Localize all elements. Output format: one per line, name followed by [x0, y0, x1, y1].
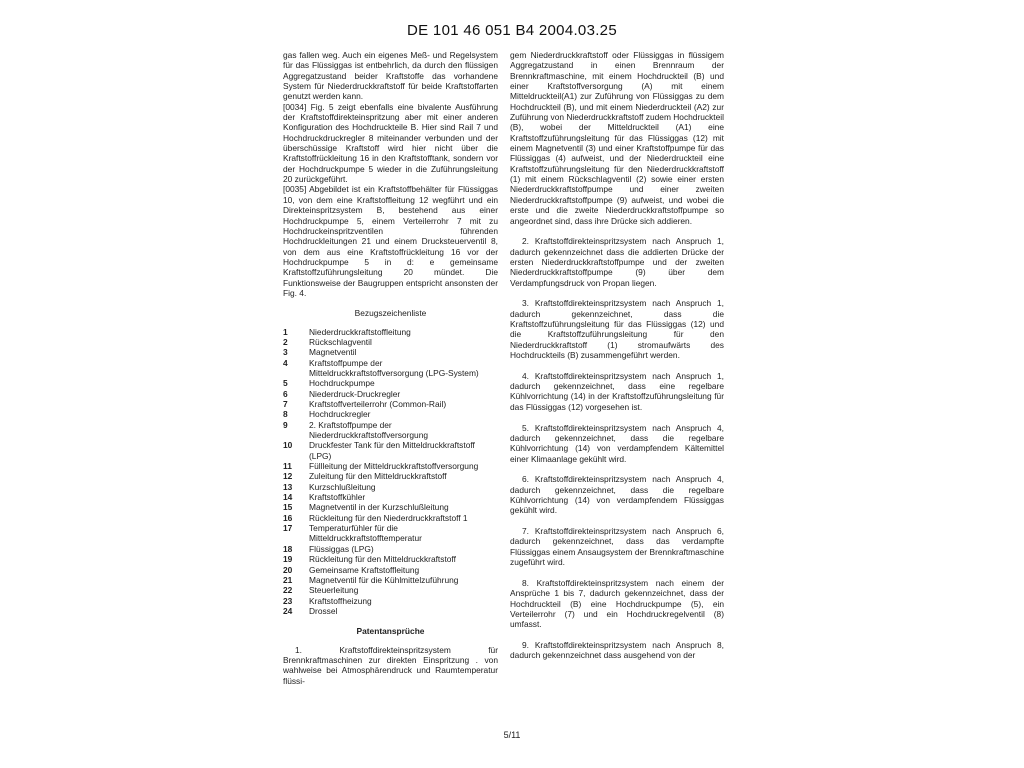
- reference-item: 17 Temperaturfühler für die Mitteldruckkraftstofftemperatur: [283, 523, 422, 544]
- claim-8: 8. Kraftstoffdirekteinspritzsystem nach einem der Ansprüche 1 bis 7, dadurch gekennzeichnet, dass der Hochdruckteil (B) eine Hochdruckpumpe (5), ein Verteilerrohr (7) und ein Hochdruckregelventil (8) umfasst.: [510, 577, 724, 630]
- reference-item: 23 Kraftstoffheizung: [283, 595, 372, 606]
- reference-item: 21 Magnetventil für die Kühlmittelzuführung: [283, 574, 459, 585]
- reference-item: 2 Rückschlagventil: [283, 336, 372, 347]
- reference-item: 14 Kraftstoffkühler: [283, 492, 366, 503]
- claim-6: 6. Kraftstoffdirekteinspritzsystem nach Anspruch 4, dadurch gekennzeichnet, dass die regelbare Kühlvorrichtung (14) von verdampfendem Flüssiggas gekühlt wird.: [510, 474, 724, 516]
- reference-item: 13 Kurzschlußleitung: [283, 481, 376, 492]
- reference-list: [283, 327, 498, 617]
- paragraph: gas fallen weg. Auch ein eigenes Meß- und Regelsystem für das Flüssiggas ist entbehrlich, da durch den flüssigen Aggregatzustand beider Kraftstoffe das vorhandene System für Niederdruckkraftstoff für beide Kraftstoffarten genutzt werden kann.: [283, 50, 498, 102]
- claim-4: 4. Kraftstoffdirekteinspritzsystem nach Anspruch 1, dadurch gekennzeichnet, dass eine regelbare Kühlvorrichtung (14) in der Kraftstoffzuführungsleitung für das Flüssiggas (12) vorgesehen ist.: [510, 370, 724, 412]
- reference-item: 4 Kraftstoffpumpe der Mitteldruckkraftstoffversorgung (LPG-System): [283, 357, 479, 378]
- claim-3: 3. Kraftstoffdirekteinspritzsystem nach Anspruch 1, dadurch gekennzeichnet, dass die Kraftstoffzuführungsleitung für das Flüssiggas (12) und die Kraftstoffzuführungsleitung für den Niederdruckkraftstoff (1) stromaufwärts des Hochdruckteils (B) zusammengeführt werden.: [510, 298, 724, 361]
- claim-5: 5. Kraftstoffdirekteinspritzsystem nach Anspruch 4, dadurch gekennzeichnet, dass die regelbare Kühlvorrichtung (14) von verdampfendem Kältemittel einer Klimaanlage gekühlt wird.: [510, 422, 724, 464]
- claim-9: 9. Kraftstoffdirekteinspritzsystem nach Anspruch 8, dadurch gekennzeichnet dass ausgehend von der: [510, 639, 724, 661]
- reference-item: 19 Rückleitung für den Mitteldruckkraftstoff: [283, 554, 456, 565]
- claim-7: 7. Kraftstoffdirekteinspritzsystem nach Anspruch 6, dadurch gekennzeichnet, dass das verdampfte Flüssiggas einem Ansaugsystem der Brennkraftmaschine zugeführt wird.: [510, 526, 724, 568]
- reference-item: 18 Flüssiggas (LPG): [283, 543, 374, 554]
- claims-heading: Patentansprüche: [356, 626, 425, 637]
- reference-item: 7 Kraftstoffverteilerrohr (Common-Rail): [283, 399, 447, 409]
- left-column: [283, 50, 498, 696]
- reference-item: 8 Hochdruckregler: [283, 409, 371, 420]
- reference-item: 1 Niederdruckkraftstoffleitung: [283, 326, 411, 337]
- reference-item: 12 Zuleitung für den Mitteldruckkraftstoff: [283, 471, 447, 482]
- reference-item: 6 Niederdruck-Druckregler: [283, 388, 401, 399]
- claim-2: 2. Kraftstoffdirekteinspritzsystem nach Anspruch 1, dadurch gekennzeichnet dass die addierten Drücke der ersten Niederdruckkraftstoffpumpe und der zweiten Niederdruckkraftstoffpumpe (9) über dem Verdampfungsdruck von Propan liegen.: [510, 236, 724, 288]
- reference-item: 3 Magnetventil: [283, 347, 357, 358]
- claim-1-start: 1. Kraftstoffdirekteinspritzsystem für Brennkraftmaschinen zur direkten Einspritzung . von wahlweise bei Atmosphärendruck und Raumtemperatur flüssi-: [283, 644, 498, 686]
- claim-1-continuation: gem Niederdruckkraftstoff oder Flüssiggas in flüssigem Aggregatzustand in einen Brennraum der Brennkraftmaschine, mit einem Hochdruckteil (B) und einer Kraftstoffversorgung (A) mit einem Mitteldruckteil(A1) zur Zuführung von Flüssiggas zu dem Hochdruckteil (B), und mit einem Niederdruckteil (A2) zur Zuführung von Niederdruckkraftstoff zudem Hochdruckteil (B), wobei der Mitteldruckteil (A1) eine Kraftstoffzuführungsleitung für das Flüssiggas (12) mit einem Magnetventil (3) und einer Kraftstoffpumpe für das Flüssiggas (4) aufweist, und der Niederdruckteil eine Kraftstoffzuführungsleitung für den Niederdruckkraftstoff (1) mit einem Rückschlagventil (2) sowie einer ersten Niederdruckkraftstoffpumpe und einer zweiten Niederdruckkraftstoffpumpe (9) aufweist, und wobei die erste und die zweite Niederdruckkraftstoffpumpe so angeordnet sind, dass ihre Drücke sich addieren.: [510, 50, 724, 226]
- paragraph-0034: [0034] Fig. 5 zeigt ebenfalls eine bivalente Ausführung der Kraftstoffdirekteinspritzung aber mit einer anderen Konfiguration des Hochdruckteile B. Hier sind Rail 7 und Hochdruckdruckregler 8 miteinander verbunden und der überschüssige Kraftstoff wird hier nicht über die Kraftstoffrückleitung 16 in den Kraftstofftank, sondern vor der Hochdruckpumpe 5 wieder in die Zuführungsleitung 20 zurückgeführt.: [283, 101, 498, 185]
- reference-item: 10 Druckfester Tank für den Mitteldruckkraftstoff (LPG): [283, 440, 475, 461]
- reference-item: 22 Steuerleitung: [283, 585, 359, 596]
- reference-item: 15 Magnetventil in der Kurzschlußleitung: [283, 502, 449, 513]
- paragraph-0035: [0035] Abgebildet ist ein Kraftstoffbehälter für Flüssiggas 10, von dem eine Kraftstoffleitung 12 wegführt und ein Direkteinspritzsystem B, bestehend aus einer Hochdruckpumpe 5, einem Verteilerrohr 7 mit zu Hochdruckeinspritzventilen führenden Hochdruckleitungen 21 und einem Drucksteuerventil 8, von dem aus eine Kraftstoffrückleitung 16 vor der Hochdruckpumpe 5 in d: e gemeinsame Kraftstoffzuführungsleitung 20 mündet. Die Funktionsweise der Baugruppen entspricht ansonsten der Fig. 4.: [283, 184, 498, 298]
- reference-item: 24 Drossel: [283, 605, 338, 616]
- right-column: [510, 50, 724, 671]
- reference-item: 16 Rückleitung für den Niederdruckkraftstoff 1: [283, 512, 468, 523]
- reference-item: 20 Gemeinsame Kraftstoffleitung: [283, 564, 420, 575]
- reference-item: 5 Hochdruckpumpe: [283, 378, 375, 389]
- reference-item: 11 Füllleitung der Mitteldruckkraftstoffversorgung: [283, 461, 479, 472]
- reference-item: 9 2. Kraftstoffpumpe der Niederdruckkraftstoffversorgung: [283, 419, 429, 441]
- document-title: DE 101 46 051 B4 2004.03.25: [407, 22, 617, 39]
- reference-list-heading: Bezugszeichenliste: [354, 308, 427, 319]
- page-number: 5/11: [503, 730, 521, 740]
